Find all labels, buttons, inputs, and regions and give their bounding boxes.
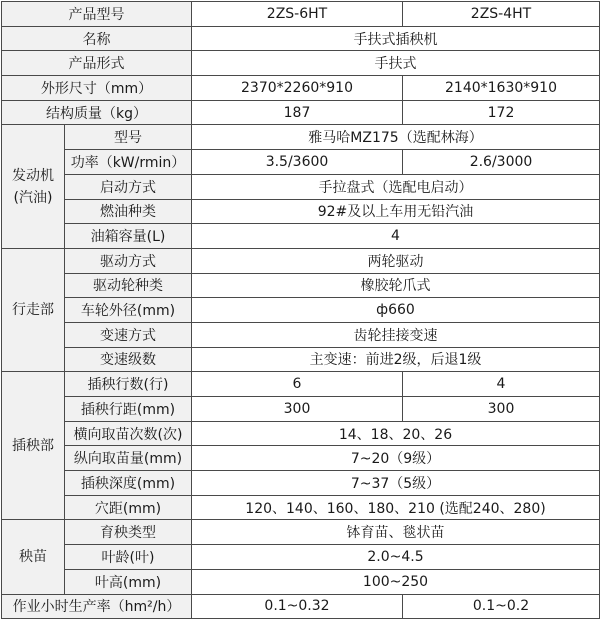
- row-value-model-2: 2.6/3000: [403, 150, 600, 175]
- row-value-model-2: 2140*1630*910: [403, 76, 600, 101]
- table-row: [2, 446, 600, 471]
- row-value: 2.0~4.5: [192, 545, 600, 570]
- row-value: 14、18、20、26: [192, 421, 600, 446]
- table-row: [2, 298, 600, 323]
- row-label: 功率（kW/rmin）: [65, 150, 192, 175]
- row-label: 纵向取苗量(mm): [65, 446, 192, 471]
- row-value-model-2: 4: [403, 372, 600, 397]
- row-value: 120、140、160、180、210 (选配240、280): [192, 495, 600, 520]
- row-value-model-1: 300: [192, 397, 403, 422]
- row-value-model-2: 172: [403, 100, 600, 125]
- table-row: [2, 125, 600, 150]
- row-label: 插秧行距(mm): [65, 397, 192, 422]
- group-travel: 行走部: [2, 248, 65, 371]
- table-row: [2, 26, 600, 51]
- row-label: 结构质量（kg）: [2, 100, 192, 125]
- row-label: 燃油种类: [65, 199, 192, 224]
- row-value: 两轮驱动: [192, 248, 600, 273]
- table-row: [2, 322, 600, 347]
- row-value: 手拉盘式（选配电启动）: [192, 174, 600, 199]
- row-label: 育秧类型: [65, 520, 192, 545]
- group-label: 发动机: [12, 167, 54, 184]
- table-row: [2, 248, 600, 273]
- row-label: 插秧深度(mm): [65, 471, 192, 496]
- row-value: 齿轮挂接变速: [192, 322, 600, 347]
- table-row: [2, 594, 600, 619]
- group-planting: 插秧部: [2, 372, 65, 520]
- table-row: [2, 150, 600, 175]
- group-engine: [2, 125, 65, 248]
- row-label: 变速方式: [65, 322, 192, 347]
- row-value-model-1: 2370*2260*910: [192, 76, 403, 101]
- table-row: [2, 520, 600, 545]
- row-label: 作业小时生产率（hm²/h）: [2, 594, 192, 619]
- row-value: 主变速：前进2级，后退1级: [192, 347, 600, 372]
- row-value: ф660: [192, 298, 600, 323]
- model-name-1: 2ZS-6HT: [192, 2, 403, 27]
- table-row: [2, 372, 600, 397]
- row-label: 横向取苗次数(次): [65, 421, 192, 446]
- model-name-2: 2ZS-4HT: [403, 2, 600, 27]
- header-row: [2, 2, 600, 27]
- row-label: 外形尺寸（mm）: [2, 76, 192, 101]
- table-row: [2, 495, 600, 520]
- row-label: 穴距(mm): [65, 495, 192, 520]
- table-row: [2, 569, 600, 594]
- row-label: 油箱容量(L): [65, 224, 192, 249]
- spec-table: [1, 1, 600, 619]
- row-label: 驱动轮种类: [65, 273, 192, 298]
- row-value-model-1: 187: [192, 100, 403, 125]
- table-row: [2, 51, 600, 76]
- group-seedling: 秧苗: [2, 520, 65, 594]
- table-row: [2, 199, 600, 224]
- row-label: 名称: [2, 26, 192, 51]
- table-row: [2, 545, 600, 570]
- row-value-model-1: 3.5/3600: [192, 150, 403, 175]
- row-value-model-2: 300: [403, 397, 600, 422]
- row-value: 4: [192, 224, 600, 249]
- table-row: [2, 421, 600, 446]
- row-label: 产品形式: [2, 51, 192, 76]
- row-value: 7~20（9级）: [192, 446, 600, 471]
- row-label: 叶高(mm): [65, 569, 192, 594]
- row-value-model-1: 0.1~0.32: [192, 594, 403, 619]
- table-row: [2, 100, 600, 125]
- row-value: 100~250: [192, 569, 600, 594]
- row-label: 插秧行数(行): [65, 372, 192, 397]
- row-label: 启动方式: [65, 174, 192, 199]
- row-label: 车轮外径(mm): [65, 298, 192, 323]
- row-label: 驱动方式: [65, 248, 192, 273]
- row-label: 型号: [65, 125, 192, 150]
- row-value: 手扶式: [192, 51, 600, 76]
- row-value-model-1: 6: [192, 372, 403, 397]
- group-sublabel: (汽油): [13, 189, 53, 206]
- row-value: 手扶式插秧机: [192, 26, 600, 51]
- row-value: 7~37（5级）: [192, 471, 600, 496]
- table-row: [2, 224, 600, 249]
- table-row: [2, 273, 600, 298]
- table-row: [2, 471, 600, 496]
- row-label: 变速级数: [65, 347, 192, 372]
- table-row: [2, 76, 600, 101]
- header-label: 产品型号: [2, 2, 192, 27]
- row-value: 92#及以上车用无铅汽油: [192, 199, 600, 224]
- row-label: 叶龄(叶): [65, 545, 192, 570]
- row-value: 橡胶轮爪式: [192, 273, 600, 298]
- table-row: [2, 397, 600, 422]
- table-row: [2, 347, 600, 372]
- row-value-model-2: 0.1~0.2: [403, 594, 600, 619]
- row-value: 钵育苗、毯状苗: [192, 520, 600, 545]
- row-value: 雅马哈MZ175（选配林海）: [192, 125, 600, 150]
- table-row: [2, 174, 600, 199]
